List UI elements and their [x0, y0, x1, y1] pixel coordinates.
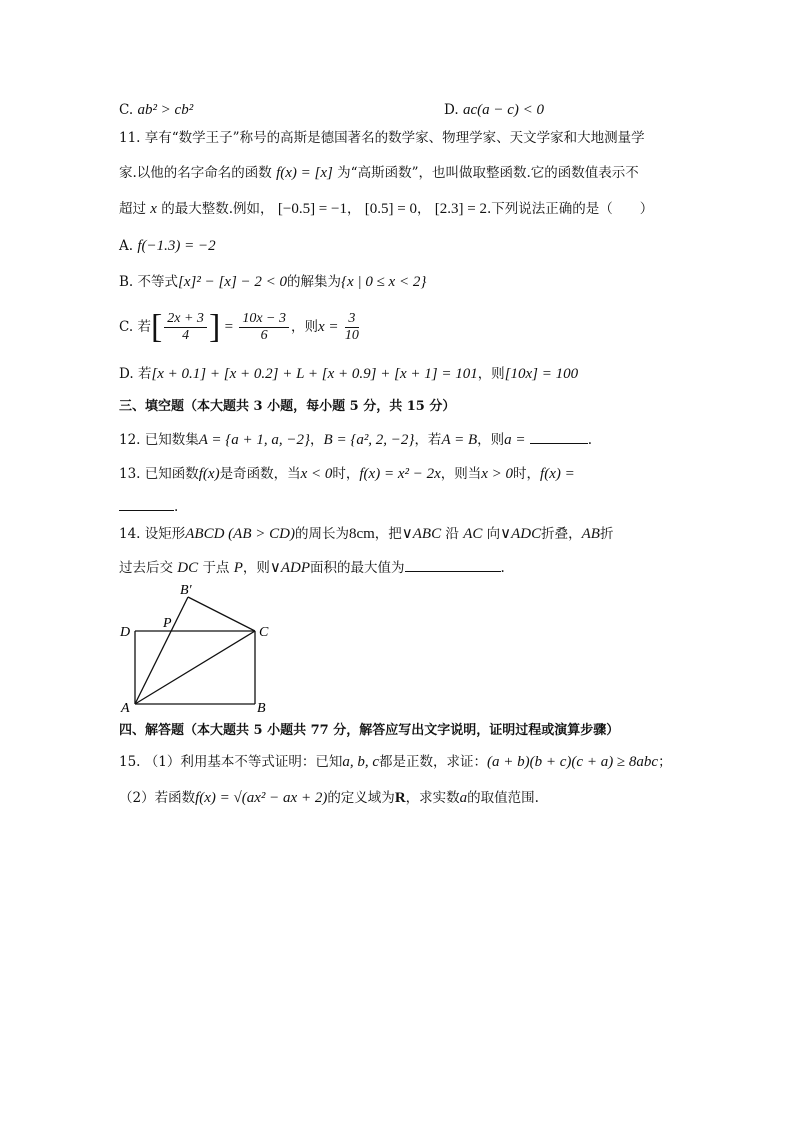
section-4-title: 四、解答题（本大题共 5 小题共 77 分，解答应写出文字说明，证明过程或演算步骤）: [119, 723, 620, 738]
q15-inequality: (a + b)(b + c)(c + a) ≥ 8abc: [487, 754, 659, 770]
q12-text-b: ，若: [414, 432, 442, 448]
q14-text-e: 向: [486, 526, 501, 542]
q10-option-c-label: C.: [119, 102, 134, 118]
q13-cond1: x < 0: [300, 466, 333, 482]
q13-end: .: [174, 499, 179, 515]
q11-option-a-math: f(−1.3) = −2: [137, 238, 216, 254]
q12-line: [119, 429, 592, 449]
q14-rectangle-fold-figure: [110, 582, 290, 717]
q11-option-d-math: [x + 0.1] + [x + 0.2] + L + [x + 0.9] + [x + 1] = 101: [151, 366, 478, 382]
q11-line3-text-b: 的最大整数.例如，: [161, 201, 274, 217]
q13-text-d: ，则当: [440, 466, 482, 482]
q15-p2-text-c: ，求实数: [405, 790, 460, 806]
section-3-title: 三、填空题（本大题共 3 小题，每小题 5 分，共 15 分）: [119, 399, 456, 414]
q11-line2-text-a: 家.以他的名字命名的函数: [119, 165, 272, 181]
q13-line1: [119, 465, 575, 483]
q15-p2-function: f(x) = √(ax² − ax + 2): [195, 790, 328, 806]
q14-end: .: [500, 560, 505, 576]
q11-stem-line1: 11. 享有“数学王子”称号的高斯是德国著名的数学家、物理学家、天文学家和大地测量学: [119, 130, 645, 146]
q15-p2-text-d: 的取值范围.: [467, 790, 539, 806]
q13-answer-blank[interactable]: [119, 496, 174, 511]
q11-line3-text-c: .下列说法正确的是（ ）: [486, 201, 654, 217]
q11-option-c-frac2: [239, 311, 289, 344]
q14-line1: [119, 525, 613, 543]
q14-text-c: ，把: [374, 526, 402, 542]
q11-stem-line3: [119, 200, 653, 218]
q11-option-c-then: ，则: [291, 319, 318, 335]
q14-rect: ABCD (AB > CD): [185, 526, 295, 542]
q14-line2-text-c: ，则: [242, 560, 270, 576]
q15-vars: a, b, c: [342, 754, 380, 770]
q10-option-d: [444, 101, 544, 119]
q11-line3-example1: [−0.5] = −1: [277, 201, 347, 217]
label-a: A: [121, 701, 130, 716]
q11-option-b: [119, 273, 426, 291]
q11-line3-text-a: 超过: [119, 201, 146, 217]
q11-option-d-label: D.: [119, 366, 134, 382]
q11-option-b-set: {x | 0 ≤ x < 2}: [341, 274, 427, 290]
q11-option-d: [119, 365, 578, 383]
label-p: P: [163, 616, 172, 631]
q14-text-g: 折: [599, 526, 614, 542]
q14-line2-text-b: 于点: [202, 560, 230, 576]
q11-option-c-frac1: [164, 311, 207, 344]
frac3-denominator: 10: [344, 328, 359, 343]
q11-line3-example3: [2.3] = 2: [434, 201, 487, 217]
q12-text-c: ，则: [477, 432, 505, 448]
q13-answer-prompt: f(x) =: [540, 466, 575, 482]
q14-text-f: 折叠，: [541, 526, 582, 542]
q11-line3-x: x: [150, 201, 157, 217]
q15-text-a: 15. （1）利用基本不等式证明：已知: [119, 754, 343, 770]
folded-edge-b-prime-c: [188, 597, 255, 631]
q15-p2-a: a: [459, 790, 468, 806]
q14-ac: AC: [463, 526, 483, 542]
q12-text-a: 12. 已知数集: [119, 432, 199, 448]
q12-condition: A = B: [441, 432, 478, 448]
q12-answer-prompt: a =: [504, 432, 526, 448]
left-floor-bracket-icon: [: [150, 308, 163, 346]
q11-option-b-math: [x]² − [x] − 2 < 0: [178, 274, 288, 290]
q11-option-d-text: 若: [137, 366, 152, 382]
q13-fx: f(x): [198, 466, 220, 482]
label-d: D: [120, 625, 131, 640]
q11-option-c-text: 若: [137, 319, 151, 335]
q11-line3-sep2: ，: [416, 201, 431, 217]
q11-option-c-frac3: [345, 311, 359, 344]
q12-end: .: [587, 432, 593, 448]
q11-option-c-x: x =: [318, 319, 339, 335]
q10-option-d-label: D.: [444, 102, 459, 118]
q11-option-c: [119, 307, 361, 347]
q11-option-c-label: C.: [119, 319, 134, 335]
q13-line2: [119, 496, 178, 516]
q10-option-c-math: ab² > cb²: [137, 102, 194, 118]
q11-option-a-label: A.: [119, 238, 134, 254]
q14-text-b: 的周长为: [294, 526, 349, 542]
frac3-numerator: 3: [345, 311, 359, 328]
q11-line2-text-b: 为“高斯函数”，也叫做取整函数.它的函数值表示不: [337, 165, 639, 181]
q14-tri-adp: ∨ADP: [269, 560, 311, 576]
q13-cond2: x > 0: [481, 466, 514, 482]
q14-tri-abc: ∨ABC: [401, 526, 442, 542]
label-c: C: [259, 625, 269, 640]
q15-p2-text-a: （2）若函数: [119, 790, 196, 806]
label-b: B: [257, 701, 266, 716]
q14-line2-text-d: 面积的最大值为: [310, 560, 405, 576]
q10-option-d-math: ac(a − c) < 0: [462, 102, 544, 118]
q15-p2-reals: R: [394, 790, 406, 806]
q11-option-c-eq: =: [224, 319, 234, 335]
q14-line2-text-a: 过去后交: [119, 560, 173, 576]
q11-option-b-label: B.: [119, 274, 134, 290]
q15-text-b: 都是正数，求证：: [379, 754, 488, 770]
q12-sep: ，: [310, 432, 324, 448]
q14-ab: AB: [581, 526, 600, 542]
q11-option-d-math2: [10x] = 100: [504, 366, 579, 382]
q11-option-b-text2: 的解集为: [287, 274, 342, 290]
q12-set-b: B = {a², 2, −2}: [323, 432, 415, 448]
q10-option-c: [119, 101, 193, 119]
q15-part1: [119, 753, 672, 771]
q11-stem-line2: [119, 164, 639, 182]
q14-perimeter: 8cm: [348, 526, 375, 542]
q14-point-p: P: [233, 560, 243, 576]
frac1-numerator: 2x + 3: [164, 311, 207, 328]
q11-option-a: [119, 237, 216, 255]
q14-line2: [119, 557, 505, 577]
q15-part2: [119, 789, 539, 807]
right-floor-bracket-icon: ]: [208, 308, 221, 346]
q12-answer-blank[interactable]: [530, 429, 588, 444]
q14-text-a: 14. 设矩形: [119, 526, 186, 542]
q11-option-b-text: 不等式: [137, 274, 179, 290]
q13-text-c: 时，: [332, 466, 360, 482]
q14-dc: DC: [177, 560, 199, 576]
q15-text-c: ；: [658, 754, 672, 770]
q12-set-a: A = {a + 1, a, −2}: [198, 432, 311, 448]
frac1-denominator: 4: [182, 328, 190, 343]
q15-p2-text-b: 的定义域为: [327, 790, 395, 806]
q13-text-b: 是奇函数，当: [219, 466, 301, 482]
q14-answer-blank[interactable]: [405, 557, 501, 572]
q13-text-e: 时，: [513, 466, 541, 482]
q13-text-a: 13. 已知函数: [119, 466, 199, 482]
q11-option-d-then: ，则: [477, 366, 505, 382]
frac2-numerator: 10x − 3: [239, 311, 289, 328]
q14-text-d: 沿: [445, 526, 459, 542]
frac2-denominator: 6: [260, 328, 268, 343]
q11-line3-sep1: ，: [346, 201, 361, 217]
q11-line2-math: f(x) = [x]: [276, 165, 333, 181]
q11-line3-example2: [0.5] = 0: [364, 201, 417, 217]
q14-tri-adc: ∨ADC: [500, 526, 542, 542]
label-b-prime: B′: [180, 583, 192, 598]
q13-def: f(x) = x² − 2x: [359, 466, 441, 482]
